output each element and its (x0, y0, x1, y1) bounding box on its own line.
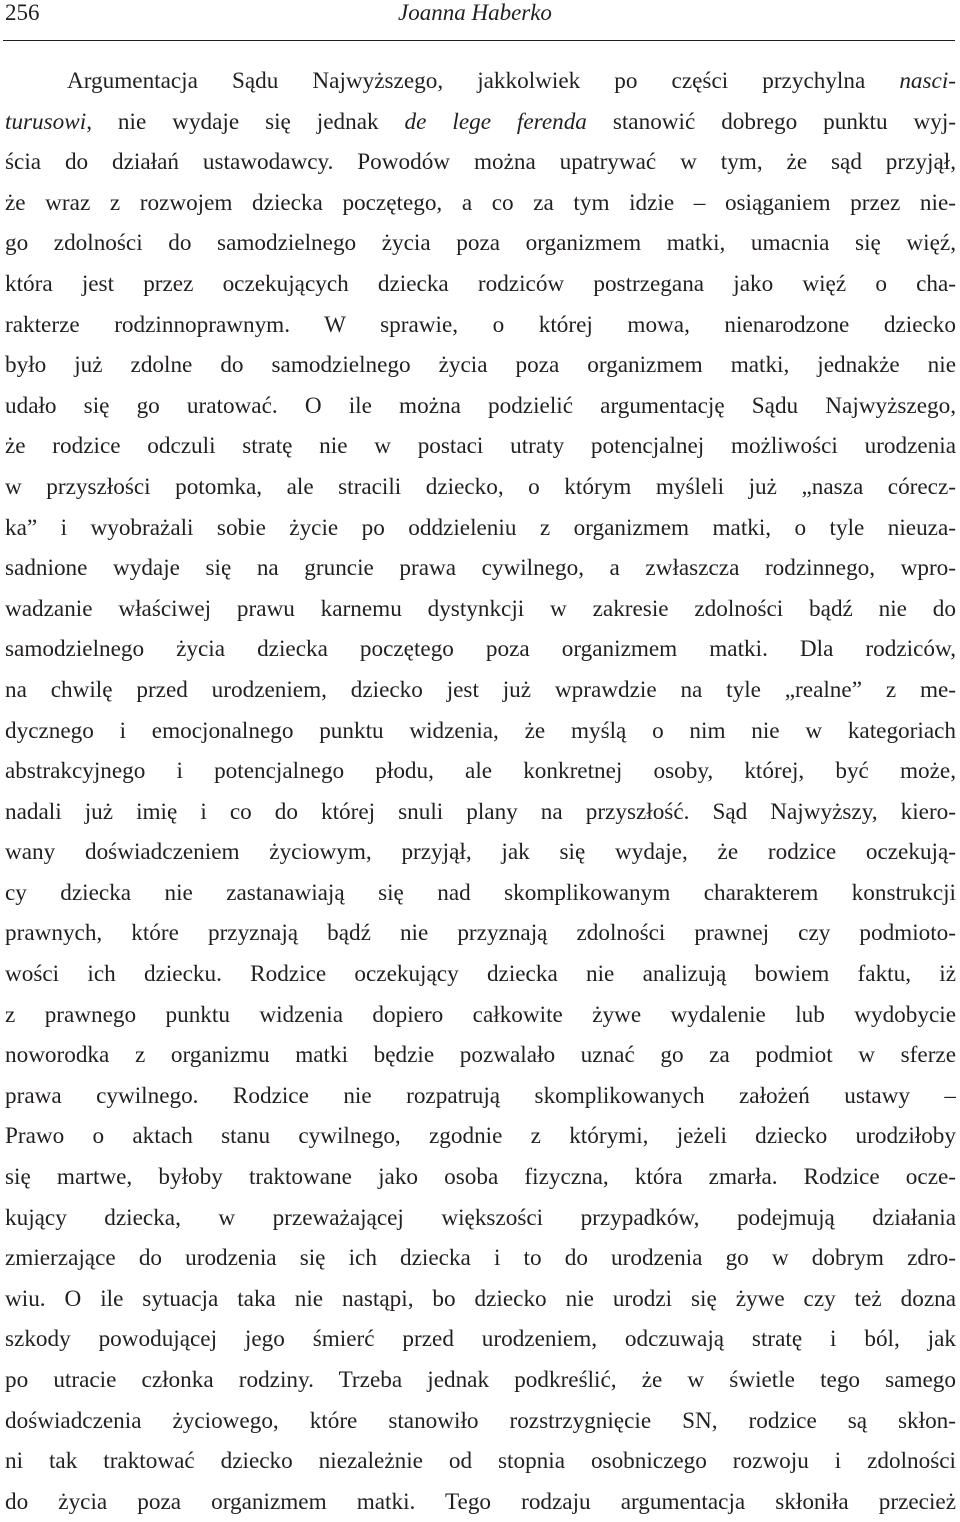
text-run: nadali już imię i co do której snuli plany na przyszłość. Sąd Najwyższy, kiero- (5, 798, 956, 825)
text-line (5, 913, 956, 954)
text-run: Argumentacja Sądu Najwyższego, jakkolwiek po części przychylna (67, 68, 900, 94)
text-line (5, 102, 956, 143)
text-line (5, 264, 956, 305)
text-run: ni tak traktować dziecko niezależnie od stopnia osobniczego rozwoju i zdolności (5, 1448, 956, 1475)
text-line (5, 467, 956, 508)
text-run: z prawnego punktu widzenia dopiero całkowite żywe wydalenie lub wydobycie (5, 1001, 956, 1028)
text-run: stanowić dobrego punktu wyj- (586, 108, 956, 135)
text-line (5, 711, 956, 752)
text-run: na chwilę przed urodzeniem, dziecko jest już wprawdzie na tyle „realne” z me- (5, 676, 956, 703)
text-line (5, 508, 956, 549)
text-run: ścia do działań ustawodawcy. Powodów można upatrywać w tym, że sąd przyjął, (5, 149, 956, 176)
text-run: kujący dziecka, w przeważającej większości przypadków, podejmują działania (5, 1204, 956, 1231)
running-head-author: Joanna Haberko (398, 0, 552, 25)
text-run: wiu. O ile sytuacja taka nie nastąpi, bo dziecko nie urodzi się żywe czy też dozna (5, 1285, 956, 1312)
text-line (5, 670, 956, 711)
text-line (5, 995, 956, 1036)
text-line (5, 1279, 956, 1320)
running-header (3, 0, 955, 41)
text-run: szkody powodującej jego śmierć przed urodzeniem, odczuwają stratę i ból, jak (5, 1326, 956, 1353)
text-run: wadzanie właściwej prawu karnemu dystynkcji w zakresie zdolności bądź nie do (5, 595, 956, 622)
text-line (5, 1076, 956, 1117)
italic-term: turusowi (5, 108, 87, 135)
text-line (5, 1198, 956, 1239)
text-run: prawa cywilnego. Rodzice nie rozpatrują skomplikowanych założeń ustawy – (5, 1082, 956, 1109)
text-line (5, 223, 956, 264)
text-line (5, 183, 956, 224)
text-run: , nie wydaje się jednak (86, 108, 405, 135)
text-run: samodzielnego życia dziecka poczętego poza organizmem matki. Dla rodziców, (5, 636, 956, 663)
italic-term: de lege ferenda (404, 108, 587, 135)
text-line (5, 589, 956, 630)
text-run: doświadczenia życiowego, które stanowiło rozstrzygnięcie SN, rodzice są skłon- (5, 1407, 956, 1434)
text-line (5, 751, 956, 792)
text-run: było już zdolne do samodzielnego życia poza organizmem matki, jednakże nie (5, 352, 956, 379)
text-run: się martwe, byłoby traktowane jako osoba fizyczna, która zmarła. Rodzice ocze- (5, 1164, 956, 1191)
text-run: ka” i wyobrażali sobie życie po oddzieleniu z organizmem matki, o tyle nieuza- (5, 514, 956, 541)
text-line (5, 1157, 956, 1198)
text-run: która jest przez oczekujących dziecka rodziców postrzegana jako więź o cha- (5, 270, 956, 297)
text-run: noworodka z organizmu matki będzie pozwalało uznać go za podmiot w sferze (5, 1042, 956, 1069)
body-paragraph (5, 61, 956, 1522)
text-run: po utracie członka rodziny. Trzeba jednak podkreślić, że w świetle tego samego (5, 1367, 956, 1393)
text-line (5, 426, 956, 467)
text-line (5, 548, 956, 589)
text-run: udało się go uratować. O ile można podzielić argumentację Sądu Najwyższego, (5, 392, 956, 419)
text-line (5, 832, 956, 873)
text-run: go zdolności do samodzielnego życia poza organizmem matki, umacnia się więź, (5, 230, 956, 257)
text-line (5, 873, 956, 914)
text-line (5, 142, 956, 183)
text-line (5, 1035, 956, 1076)
text-line (5, 1401, 956, 1442)
text-run: sadnione wydaje się na gruncie prawa cywilnego, a zwłaszcza rodzinnego, wpro- (5, 555, 956, 582)
text-run: że rodzice odczuli stratę nie w postaci utraty potencjalnej możliwości urodzenia (5, 433, 956, 460)
text-line (5, 1441, 956, 1482)
text-line (5, 1319, 956, 1360)
text-run: w przyszłości potomka, ale stracili dziecko, o którym myśleli już „nasza córecz- (5, 473, 956, 500)
text-line (5, 954, 956, 995)
text-run: zmierzające do urodzenia się ich dziecka i to do urodzenia go w dobrym zdro- (5, 1245, 956, 1272)
text-line (5, 1482, 956, 1522)
text-line (5, 305, 956, 346)
text-line (5, 345, 956, 386)
text-run: cy dziecka nie zastanawiają się nad skomplikowanym charakterem konstrukcji (5, 879, 956, 906)
text-run: Prawo o aktach stanu cywilnego, zgodnie z którymi, jeżeli dziecko urodziłoby (5, 1123, 956, 1150)
text-run: wości ich dziecku. Rodzice oczekujący dziecka nie analizują bowiem faktu, iż (5, 961, 956, 988)
text-run: dycznego i emocjonalnego punktu widzenia, że myślą o nim nie w kategoriach (5, 717, 956, 744)
italic-term: nasci- (899, 68, 956, 94)
text-run: rakterze rodzinnoprawnym. W sprawie, o której mowa, nienarodzone dziecko (5, 311, 956, 338)
text-line (5, 1360, 956, 1401)
text-run: do życia poza organizmem matki. Tego rodzaju argumentacja skłoniła przecież (5, 1488, 956, 1515)
text-line (5, 61, 956, 102)
text-run: prawnych, które przyznają bądź nie przyznają zdolności prawnej czy podmioto- (5, 920, 956, 947)
text-run: wany doświadczeniem życiowym, przyjął, jak się wydaje, że rodzice oczekują- (5, 839, 956, 866)
text-line (5, 386, 956, 427)
text-line (5, 629, 956, 670)
page-number: 256 (5, 0, 40, 25)
text-run: abstrakcyjnego i potencjalnego płodu, ale konkretnej osoby, której, być może, (5, 758, 956, 785)
text-line (5, 792, 956, 833)
text-run: że wraz z rozwojem dziecka poczętego, a co za tym idzie – osiąganiem przez nie- (5, 189, 956, 216)
text-line (5, 1238, 956, 1279)
text-line (5, 1116, 956, 1157)
